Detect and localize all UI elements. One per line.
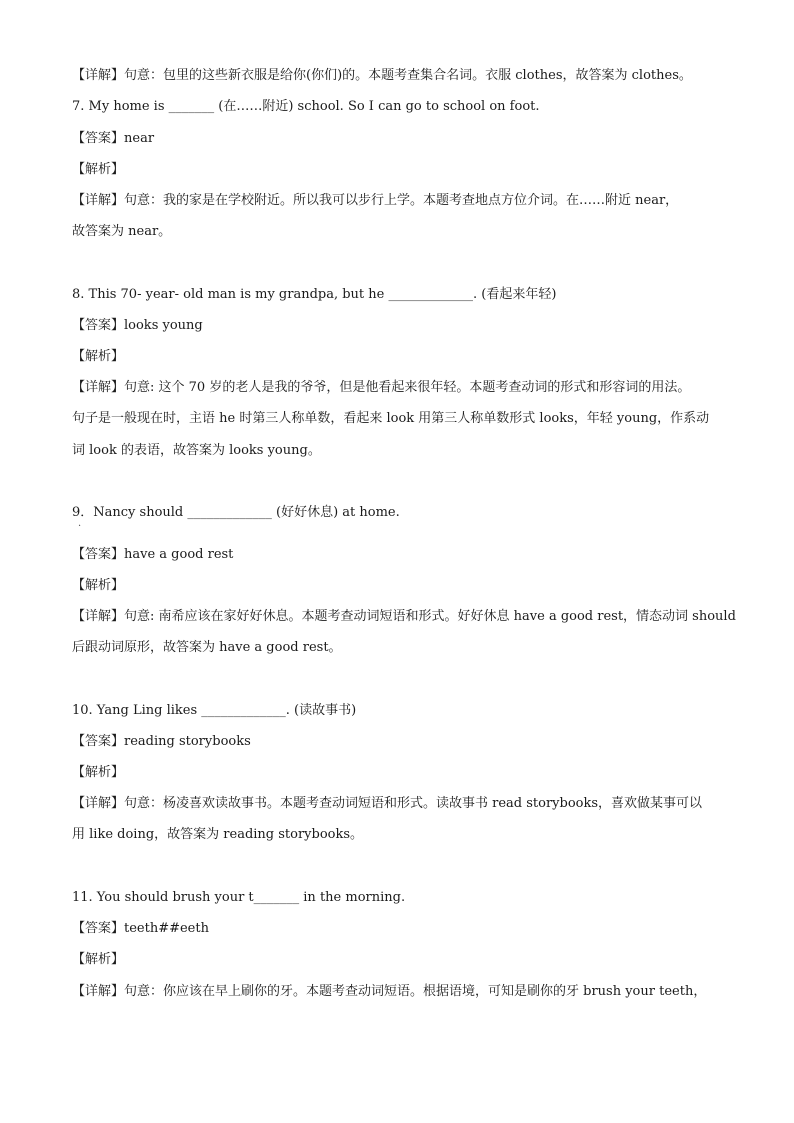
question-10: 10. Yang Ling likes _____________. (读故事书) <box>72 703 357 718</box>
question-7: 7. My home is _______ (在……附近) school. So I can go to school on foot. <box>72 99 540 114</box>
detail-line: 【详解】句意: 南希应该在家好好休息。本题考查动词短语和形式。好好休息 have a good rest，情态动词 should <box>72 609 736 624</box>
answer-8: 【答案】looks young <box>72 318 203 333</box>
analysis-heading-7: 【解析】 <box>72 162 125 177</box>
question-11: 11. You should brush your t_______ in the morning. <box>72 890 406 905</box>
analysis-heading-8: 【解析】 <box>72 349 125 364</box>
detail-line: 句子是一般现在时，主语 he 时第三人称单数，看起来 look 用第三人称单数形式 looks，年轻 young，作系动 <box>72 411 710 426</box>
detail-line: 【详解】句意: 这个 70 岁的老人是我的爷爷，但是他看起来很年轻。本题考查动词的形式和形容词的用法。 <box>72 380 691 395</box>
analysis-heading-10: 【解析】 <box>72 765 125 780</box>
question-9: 9．Nancy should _____________ (好好休息) at home. <box>72 505 400 520</box>
detail-line: 【详解】句意：包里的这些新衣服是给你(你们)的。本题考查集合名词。衣服 clothes，故答案为 clothes。 <box>72 68 692 83</box>
stray-mark: · <box>78 521 82 532</box>
analysis-heading-9: 【解析】 <box>72 578 125 593</box>
analysis-heading-11: 【解析】 <box>72 952 125 967</box>
detail-line: 【详解】句意：你应该在早上刷你的牙。本题考查动词短语。根据语境，可知是刷你的牙 brush your teeth， <box>72 984 707 999</box>
detail-line: 用 like doing，故答案为 reading storybooks。 <box>72 827 364 842</box>
question-8: 8. This 70- year- old man is my grandpa, but he _____________. (看起来年轻) <box>72 287 557 302</box>
detail-line: 词 look 的表语，故答案为 looks young。 <box>72 443 321 458</box>
answer-7: 【答案】near <box>72 131 155 146</box>
answer-9: 【答案】have a good rest <box>72 547 234 562</box>
answer-11: 【答案】teeth##eeth <box>72 921 209 936</box>
detail-line: 【详解】句意：我的家是在学校附近。所以我可以步行上学。本题考查地点方位介词。在……附近 near， <box>72 193 679 208</box>
answer-10: 【答案】reading storybooks <box>72 734 251 749</box>
detail-line: 【详解】句意：杨凌喜欢读故事书。本题考查动词短语和形式。读故事书 read storybooks，喜欢做某事可以 <box>72 796 703 811</box>
detail-line: 后跟动词原形，故答案为 have a good rest。 <box>72 640 342 655</box>
detail-line: 故答案为 near。 <box>72 224 172 239</box>
